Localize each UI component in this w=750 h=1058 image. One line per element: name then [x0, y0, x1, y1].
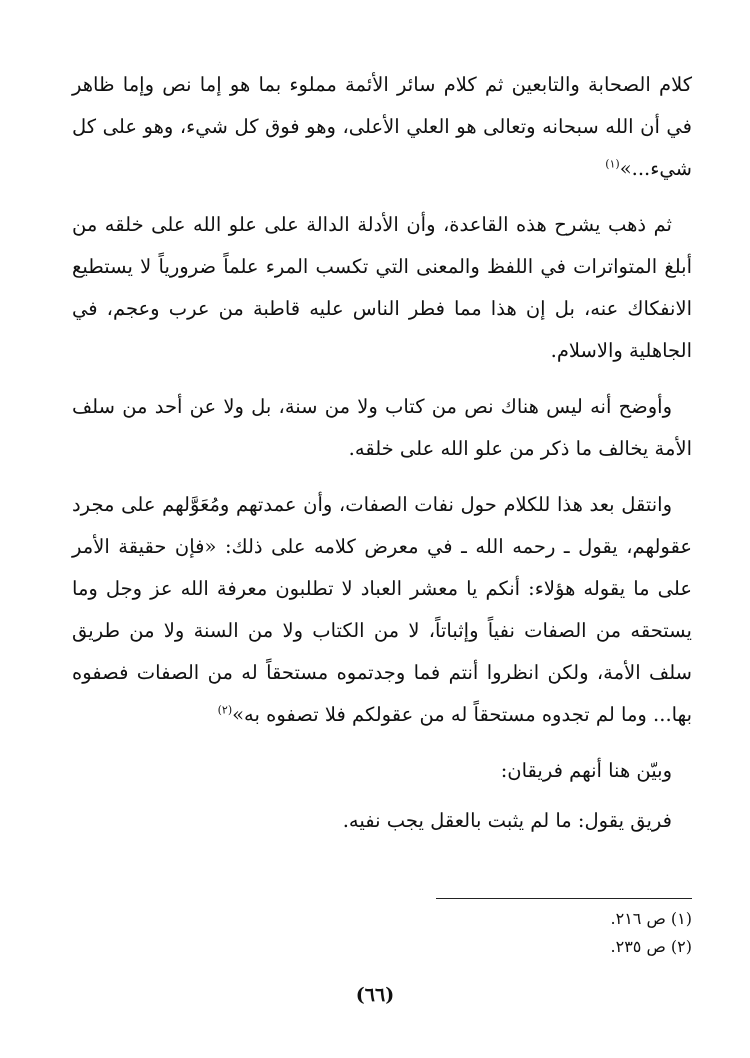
paragraph-6	[72, 800, 692, 842]
footnote-ref-1: (١)	[605, 157, 620, 171]
paragraph-1	[72, 64, 692, 190]
main-text	[72, 64, 692, 856]
paragraph-3-text: وأوضح أنه ليس هناك نص من كتاب ولا من سنة، بل ولا عن أحد من سلف الأمة يخالف ما ذكر من علو الله على خلقه.	[72, 395, 692, 460]
paragraph-1-text: كلام الصحابة والتابعين ثم كلام سائر الأئمة مملوء بما هو إما نص وإما ظاهر في أن الله سبحانه وتعالى هو العلي الأعلى، وهو فوق كل شيء، وهو على كل شيء...»	[72, 73, 692, 180]
footnote-ref-2: (٢)	[217, 703, 233, 717]
footnote-2: (٢) ص ٢٣٥.	[610, 937, 692, 956]
footnote-divider	[436, 898, 692, 899]
footnotes	[400, 905, 692, 961]
paragraph-6-text: فريق يقول: ما لم يثبت بالعقل يجب نفيه.	[342, 809, 672, 832]
paragraph-4	[72, 484, 692, 736]
paragraph-2-text: ثم ذهب يشرح هذه القاعدة، وأن الأدلة الدالة على علو الله على خلقه من أبلغ المتواترات في اللفظ والمعنى التي تكسب المرء علماً ضرورياً لا يستطيع الانفكاك عنه، بل إن هذا مما فطر الناس عليه قاطبة من عرب وعجم، في الجاهلية والاسلام.	[72, 213, 692, 362]
paragraph-4-text: وانتقل بعد هذا للكلام حول نفات الصفات، وأن عمدتهم ومُعَوَّلهم على مجرد عقولهم، يقول ـ رحمه الله ـ في معرض كلامه على ذلك: «فإن حقيقة الأمر على ما يقوله هؤلاء: أنكم يا معشر العباد لا تطلبون معرفة الله عز وجل وما يستحقه من الصفات نفياً وإثباتاً، لا من الكتاب ولا من السنة ولا من طريق سلف الأمة، ولكن انظروا أنتم فما وجدتموه مستحقاً له من الصفات فصفوه بها... وما لم تجدوه مستحقاً له من عقولكم فلا تصفوه به»	[72, 493, 692, 726]
footnote-1: (١) ص ٢١٦.	[610, 909, 692, 928]
paragraph-3	[72, 386, 692, 470]
paragraph-5-text: وبيّن هنا أنهم فريقان:	[500, 759, 672, 782]
page-number: (٦٦)	[355, 984, 395, 1006]
paragraph-2	[72, 204, 692, 372]
paragraph-5	[72, 750, 692, 792]
